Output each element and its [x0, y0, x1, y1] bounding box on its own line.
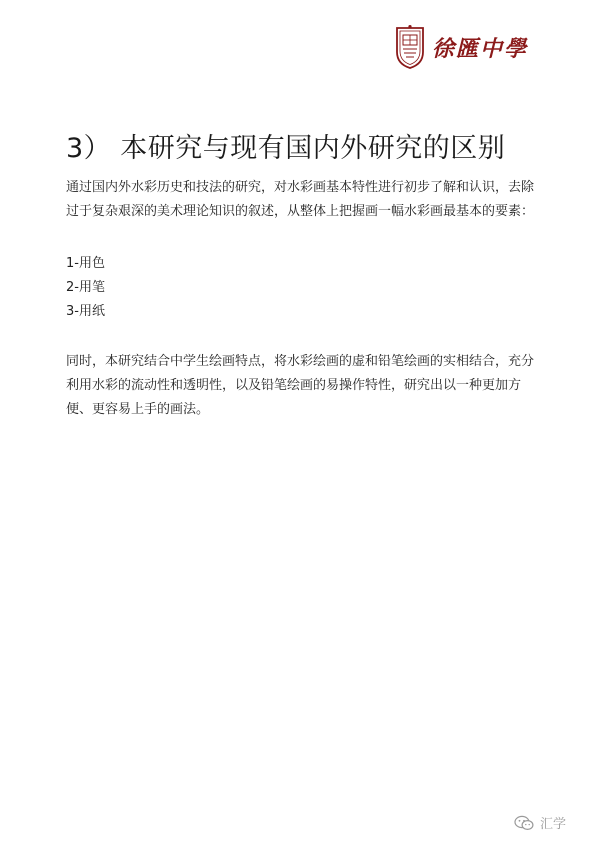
elements-list — [66, 252, 105, 324]
header-logo — [394, 24, 528, 70]
footer-watermark — [514, 813, 566, 832]
watermark-text: 汇学 — [539, 817, 566, 832]
list-item: 2-用笔 — [66, 280, 105, 295]
list-item: 1-用色 — [66, 256, 105, 271]
list-item: 3-用纸 — [66, 304, 105, 319]
paragraph-intro: 通过国内外水彩历史和技法的研究，对水彩画基本特性进行初步了解和认识，去除过于复杂艰深的美术理论知识的叙述，从整体上把握画一幅水彩画最基本的要素： — [66, 180, 535, 219]
paragraph-method: 同时，本研究结合中学生绘画特点，将水彩绘画的虚和铅笔绘画的实相结合，充分利用水彩的流动性和透明性，以及铅笔绘画的易操作特性，研究出以一种更加方便、更容易上手的画法。 — [66, 354, 535, 417]
school-name: 徐匯中學 — [431, 35, 528, 62]
school-crest-icon — [394, 24, 426, 70]
section-heading: 3） 本研究与现有国内外研究的区别 — [66, 133, 506, 164]
wechat-icon — [514, 815, 534, 831]
